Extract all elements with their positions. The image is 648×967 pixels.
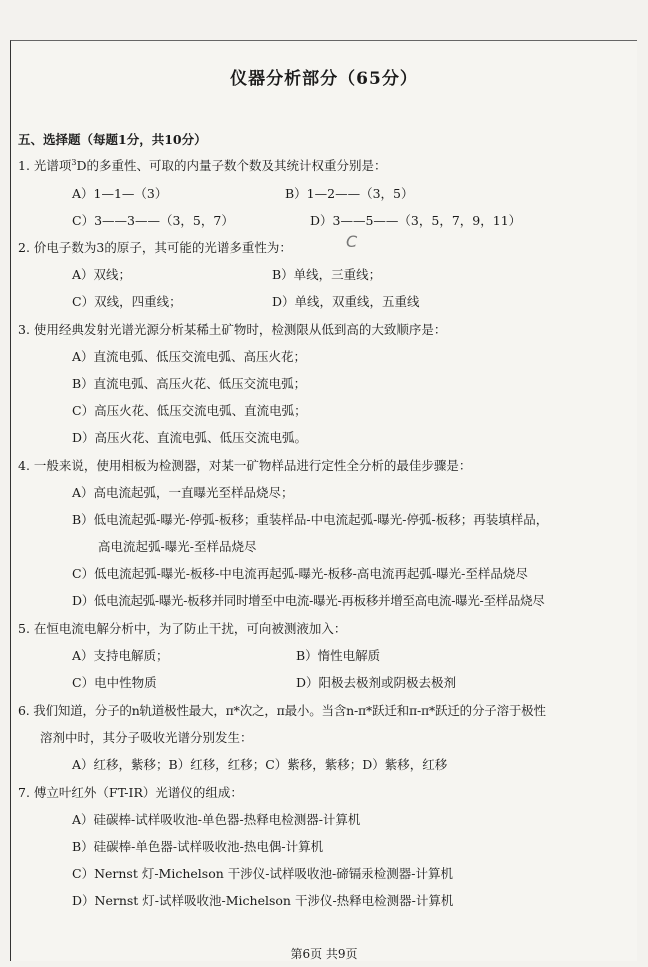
q5-option-c: C）电中性物质 <box>72 675 157 690</box>
q3-option-b: B）直流电弧、高压火花、低压交流电弧； <box>72 376 307 391</box>
handwritten-answer-mark: C <box>346 232 358 251</box>
question-5-stem: 5. 在恒电流电解分析中，为了防止干扰，可向被测液加入： <box>18 621 347 636</box>
q4-option-a: A）高电流起弧，一直曝光至样品烧尽； <box>72 485 294 500</box>
page-number: 第6页 共9页 <box>290 947 358 961</box>
q4-option-b-line1: B）低电流起弧-曝光-停弧-板移；重装样品-中电流起弧-曝光-停弧-板移；再装填样品， <box>72 512 549 527</box>
q3-option-d: D）高压火花、直流电弧、低压交流电弧。 <box>72 430 308 445</box>
q4-option-b-line2: 高电流起弧-曝光-至样品烧尽 <box>98 539 257 554</box>
question-6-stem-line2: 溶剂中时，其分子吸收光谱分别发生： <box>40 730 253 745</box>
question-1-stem: 1. 光谱项$^3$D的多重性、可取的内量子数个数及其统计权重分别是： <box>18 158 387 173</box>
question-4-stem: 4. 一般来说，使用相板为检测器，对某一矿物样品进行定性全分析的最佳步骤是： <box>18 458 472 473</box>
q3-option-c: C）高压火花、低压交流电弧、直流电弧； <box>72 403 307 418</box>
q5-option-b: B）惰性电解质 <box>296 648 381 663</box>
q4-option-c: C）低电流起弧-曝光-板移-中电流再起弧-曝光-板移-高电流再起弧-曝光-至样品烧尽 <box>72 566 528 581</box>
section-heading: 五、选择题（每题1分，共10分） <box>18 132 207 147</box>
q1-option-d: D）3——5——（3，5，7，9，11） <box>310 213 522 228</box>
q1-option-c: C）3——3——（3，5，7） <box>72 213 234 228</box>
q7-option-d: D）Nernst 灯-试样吸收池-Michelson 干涉仪-热释电检测器-计算机 <box>72 893 454 908</box>
question-3-stem: 3. 使用经典发射光谱光源分析某稀土矿物时，检测限从低到高的大致顺序是： <box>18 322 447 337</box>
q7-option-b: B）硅碳棒-单色器-试样吸收池-热电偶-计算机 <box>72 839 324 854</box>
q1-option-a: A）1—1—（3） <box>72 186 168 201</box>
q7-option-c: C）Nernst 灯-Michelson 干涉仪-试样吸收池-碲镉汞检测器-计算机 <box>72 866 453 881</box>
q2-option-d: D）单线，双重线，五重线 <box>272 294 420 309</box>
question-6-stem-line1: 6. 我们知道，分子的n轨道极性最大，π*次之，π最小。当含n-π*跃迁和π-π*跃迁的分子溶于极性 <box>18 703 546 718</box>
question-7-stem: 7. 傅立叶红外（FT-IR）光谱仪的组成： <box>18 785 243 800</box>
q2-option-c: C）双线，四重线； <box>72 294 182 309</box>
question-2-stem: 2. 价电子数为3的原子，其可能的光谱多重性为： <box>18 240 292 255</box>
q1-option-b: B）1—2——（3，5） <box>285 186 414 201</box>
q5-option-a: A）支持电解质； <box>72 648 169 663</box>
q7-option-a: A）硅碳棒-试样吸收池-单色器-热释电检测器-计算机 <box>72 812 361 827</box>
q2-option-a: A）双线； <box>72 267 132 282</box>
q5-option-d: D）阳极去极剂或阴极去极剂 <box>296 675 457 690</box>
q6-options: A）红移，紫移；B）红移，红移；C）紫移，紫移；D）紫移，红移 <box>72 757 448 772</box>
q4-option-d: D）低电流起弧-曝光-板移并同时增至中电流-曝光-再板移并增至高电流-曝光-至样品烧尽 <box>72 593 545 608</box>
page-title: 仪器分析部分（65分） <box>230 69 418 89</box>
q3-option-a: A）直流电弧、低压交流电弧、高压火花； <box>72 349 307 364</box>
q2-option-b: B）单线，三重线； <box>272 267 382 282</box>
